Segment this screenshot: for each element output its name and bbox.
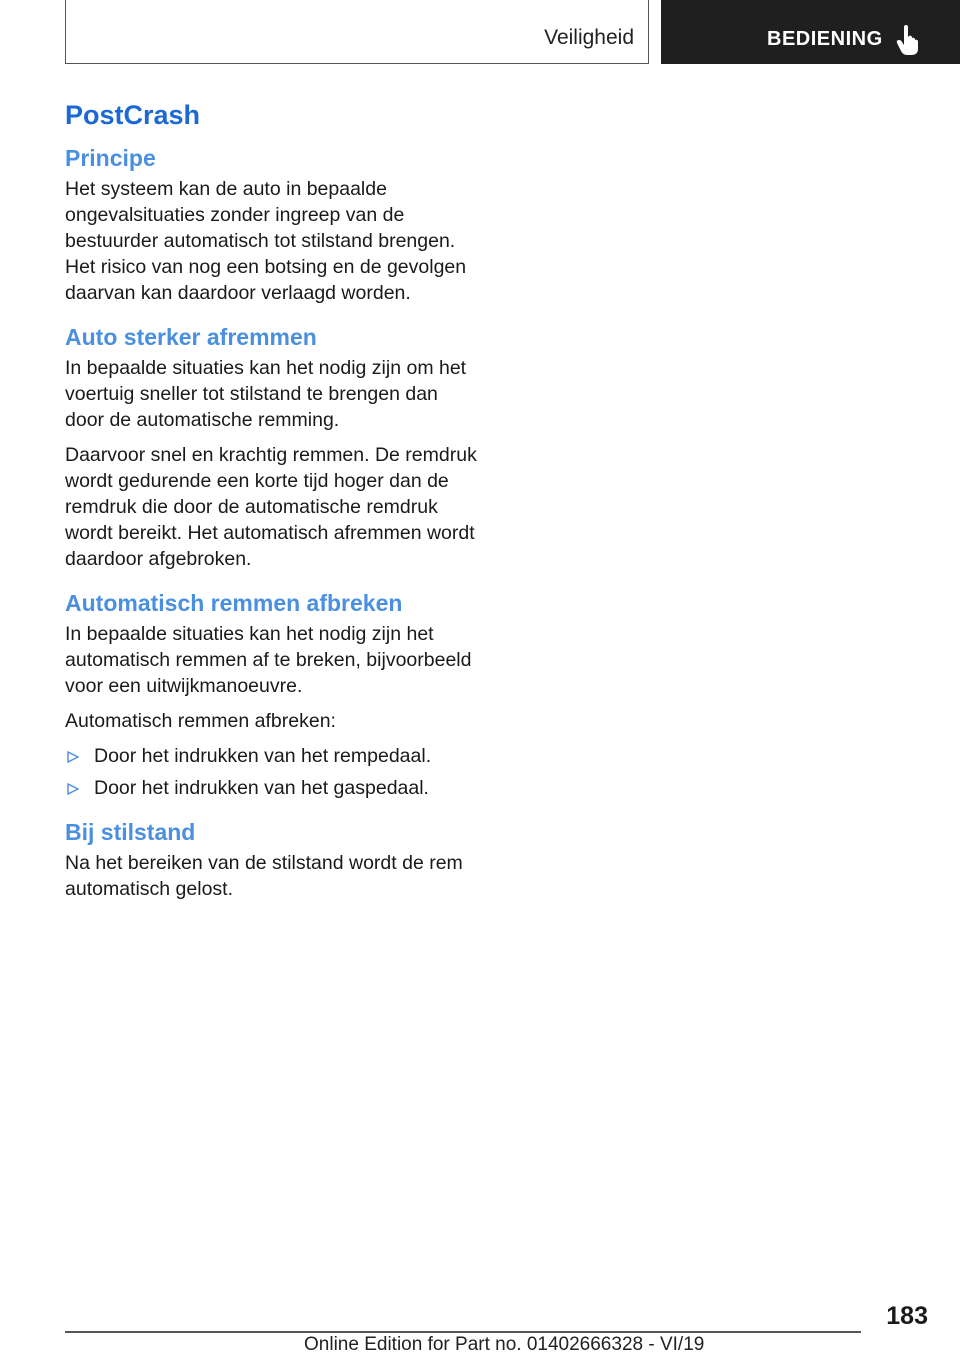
page-title: PostCrash (65, 100, 201, 130)
section-heading-stilstand: Bij stilstand (65, 819, 196, 845)
section-heading-afremmen: Auto sterker afremmen (65, 324, 317, 350)
list-item-text: Door het indrukken van het gaspedaal. (94, 777, 429, 799)
footer-divider (65, 1331, 861, 1333)
paragraph: In bepaalde situaties kan het nodig zijn om het voertuig sneller tot stilstand te brengen dan door de automatische remming. (65, 357, 467, 431)
pointing-hand-icon (896, 25, 920, 55)
paragraph: Daarvoor snel en krachtig remmen. De remdruk wordt gedurende een korte tijd hoger dan de remdruk die door de automatische remdruk wordt bereikt. Het automatisch afremmen wordt daardoor afgebroken. (65, 444, 477, 570)
paragraph: In bepaalde situaties kan het nodig zijn het automatisch remmen af te breken, bijvoorbeeld voor een uitwijkmanoeuvre. (65, 623, 472, 697)
bullet-list (65, 743, 480, 801)
section-heading-principe: Principe (65, 145, 156, 171)
paragraph: Het systeem kan de auto in bepaalde ongevalsituaties zonder ingreep van de bestuurder automatisch tot stilstand brengen. Het risico van nog een botsing en de gevolgen daarvan kan daardoor verlaagd worden. (65, 178, 467, 304)
main-content (65, 100, 480, 911)
section-heading-afbreken: Automatisch remmen afbreken (65, 590, 403, 616)
list-item (65, 775, 480, 801)
list-item (65, 743, 480, 769)
footer-edition: Online Edition for Part no. 01402666328 - VI/19 (304, 1334, 705, 1355)
triangle-bullet-icon (67, 783, 79, 795)
paragraph: Automatisch remmen afbreken: (65, 710, 336, 732)
header-chapter-tab (661, 0, 960, 64)
page-number: 183 (886, 1302, 928, 1330)
list-item-text: Door het indrukken van het rempedaal. (94, 745, 432, 767)
paragraph: Na het bereiken van de stilstand wordt de rem automatisch gelost. (65, 852, 463, 900)
header-chapter-label: BEDIENING (767, 28, 883, 50)
header-section-title: Veiligheid (544, 26, 634, 49)
triangle-bullet-icon (67, 751, 79, 763)
